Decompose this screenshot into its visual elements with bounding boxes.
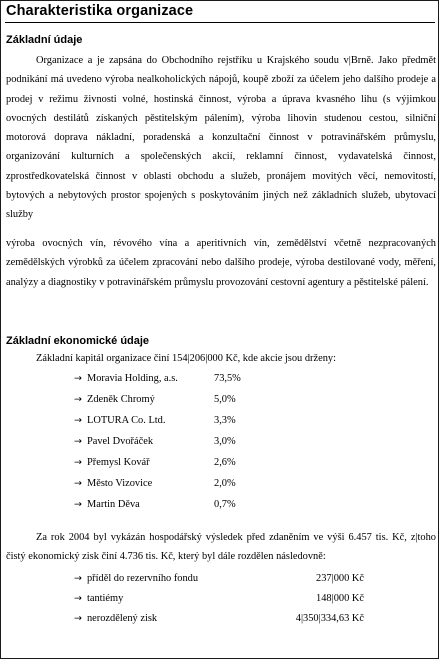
shareholder-row: [74, 457, 374, 477]
shareholder-share: 0,7%: [214, 499, 236, 510]
shareholder-share: 73,5%: [214, 373, 241, 384]
shareholder-name-text: Zdeněk Chromý: [86, 394, 155, 405]
shareholder-row: [74, 394, 374, 414]
arrow-bullet-icon: →: [74, 457, 82, 468]
business-scope-paragraph: Organizace a je zapsána do Obchodního rejstříku u Krajského soudu v|Brně. Jako předmět podnikání má uvedeno výroba nealkoholických nápojů, koupě zboží za účelem jeho dalšího prodeje a prodej v režimu živnosti volné, hostinská činnost, výroba a úprava kvasného lihu (s výjimkou ovocných destilátů získaných pěstitelským pálením), výroba lihovin studenou cestou, silniční motorová doprava nákladní, poradenská a konzultační činnost v potravinářském průmyslu, organizování kulturních a společenských akcií, reklamní činnost, vydavatelská činnost, zprostředkovatelská činnost v oblasti obchodu a služeb, pronájem movitých věcí, nemovitostí, bytových a nebytových prostor spojených s poskytováním jiných než základních služeb, ubytovací služby: [6, 55, 436, 221]
section-heading-economic: Základní ekonomické údaje: [6, 335, 150, 347]
shareholder-name-text: Přemysl Kovář: [86, 457, 150, 468]
shareholder-name: [74, 436, 153, 447]
distribution-row: [74, 613, 364, 633]
shareholder-share: 3,0%: [214, 436, 236, 447]
shareholder-name: [74, 394, 155, 405]
shareholder-name: [74, 415, 165, 426]
shareholder-name-text: Pavel Dvořáček: [86, 436, 154, 447]
shareholder-row: [74, 499, 374, 519]
arrow-bullet-icon: →: [74, 415, 82, 426]
shareholder-name-text: LOTURA Co. Ltd.: [86, 415, 166, 426]
arrow-bullet-icon: →: [74, 613, 82, 624]
shareholder-name: [74, 499, 140, 510]
shareholder-name-text: Město Vizovice: [86, 478, 153, 489]
shareholder-row: [74, 415, 374, 435]
distribution-amount: 237|000 Kč: [316, 573, 364, 584]
distribution-amount: 4|350|334,63 Kč: [295, 613, 364, 624]
shareholder-name: [74, 373, 178, 384]
capital-statement: Základní kapitál organizace činí 154|206|000 Kč, kde akcie jsou drženy:: [36, 353, 336, 364]
arrow-bullet-icon: →: [74, 573, 82, 584]
shareholder-share: 3,3%: [214, 415, 236, 426]
shareholder-row: [74, 478, 374, 498]
arrow-bullet-icon: →: [74, 478, 82, 489]
distribution-row: [74, 573, 364, 593]
shareholder-name: [74, 478, 152, 489]
distribution-item-text: tantiémy: [86, 593, 124, 604]
distribution-item-text: nerozdělený zisk: [86, 613, 158, 624]
shareholder-share: 2,0%: [214, 478, 236, 489]
distribution-amount: 148|000 Kč: [316, 593, 364, 604]
document-title: Charakteristika organizace: [6, 3, 194, 19]
arrow-bullet-icon: →: [74, 394, 82, 405]
shareholder-row: [74, 436, 374, 456]
distribution-item: [74, 573, 198, 584]
shareholder-name: [74, 457, 150, 468]
business-scope-continuation: výroba ovocných vín, révového vína a aperitivních vín, zemědělství včetně nezpracovaných zemědělských výrobků za účelem zpracování nebo dalšího prodeje, výroba destilované vody, měření, analýzy a diagnostiky v potravinářském průmyslu provozování cestovní agentury a pěstitelské pálení.: [6, 238, 436, 288]
arrow-bullet-icon: →: [74, 373, 82, 384]
distribution-item: [74, 613, 157, 624]
section-heading-basic: Základní údaje: [6, 34, 83, 46]
shareholder-name-text: Moravia Holding, a.s.: [86, 373, 178, 384]
distribution-row: [74, 593, 364, 613]
shareholder-share: 5,0%: [214, 394, 236, 405]
distribution-item-text: příděl do rezervního fondu: [86, 573, 199, 584]
shareholder-row: [74, 373, 374, 393]
arrow-bullet-icon: →: [74, 593, 82, 604]
distribution-item: [74, 593, 123, 604]
title-underline: [5, 22, 435, 23]
shareholder-share: 2,6%: [214, 457, 236, 468]
arrow-bullet-icon: →: [74, 499, 82, 510]
arrow-bullet-icon: →: [74, 436, 82, 447]
profit-statement: Za rok 2004 byl vykázán hospodářský výsledek před zdaněním ve výši 6.457 tis. Kč, z|toho čistý ekonomický zisk činí 4.736 tis. Kč, který byl dále rozdělen následovně:: [6, 532, 436, 563]
shareholder-name-text: Martin Děva: [86, 499, 140, 510]
